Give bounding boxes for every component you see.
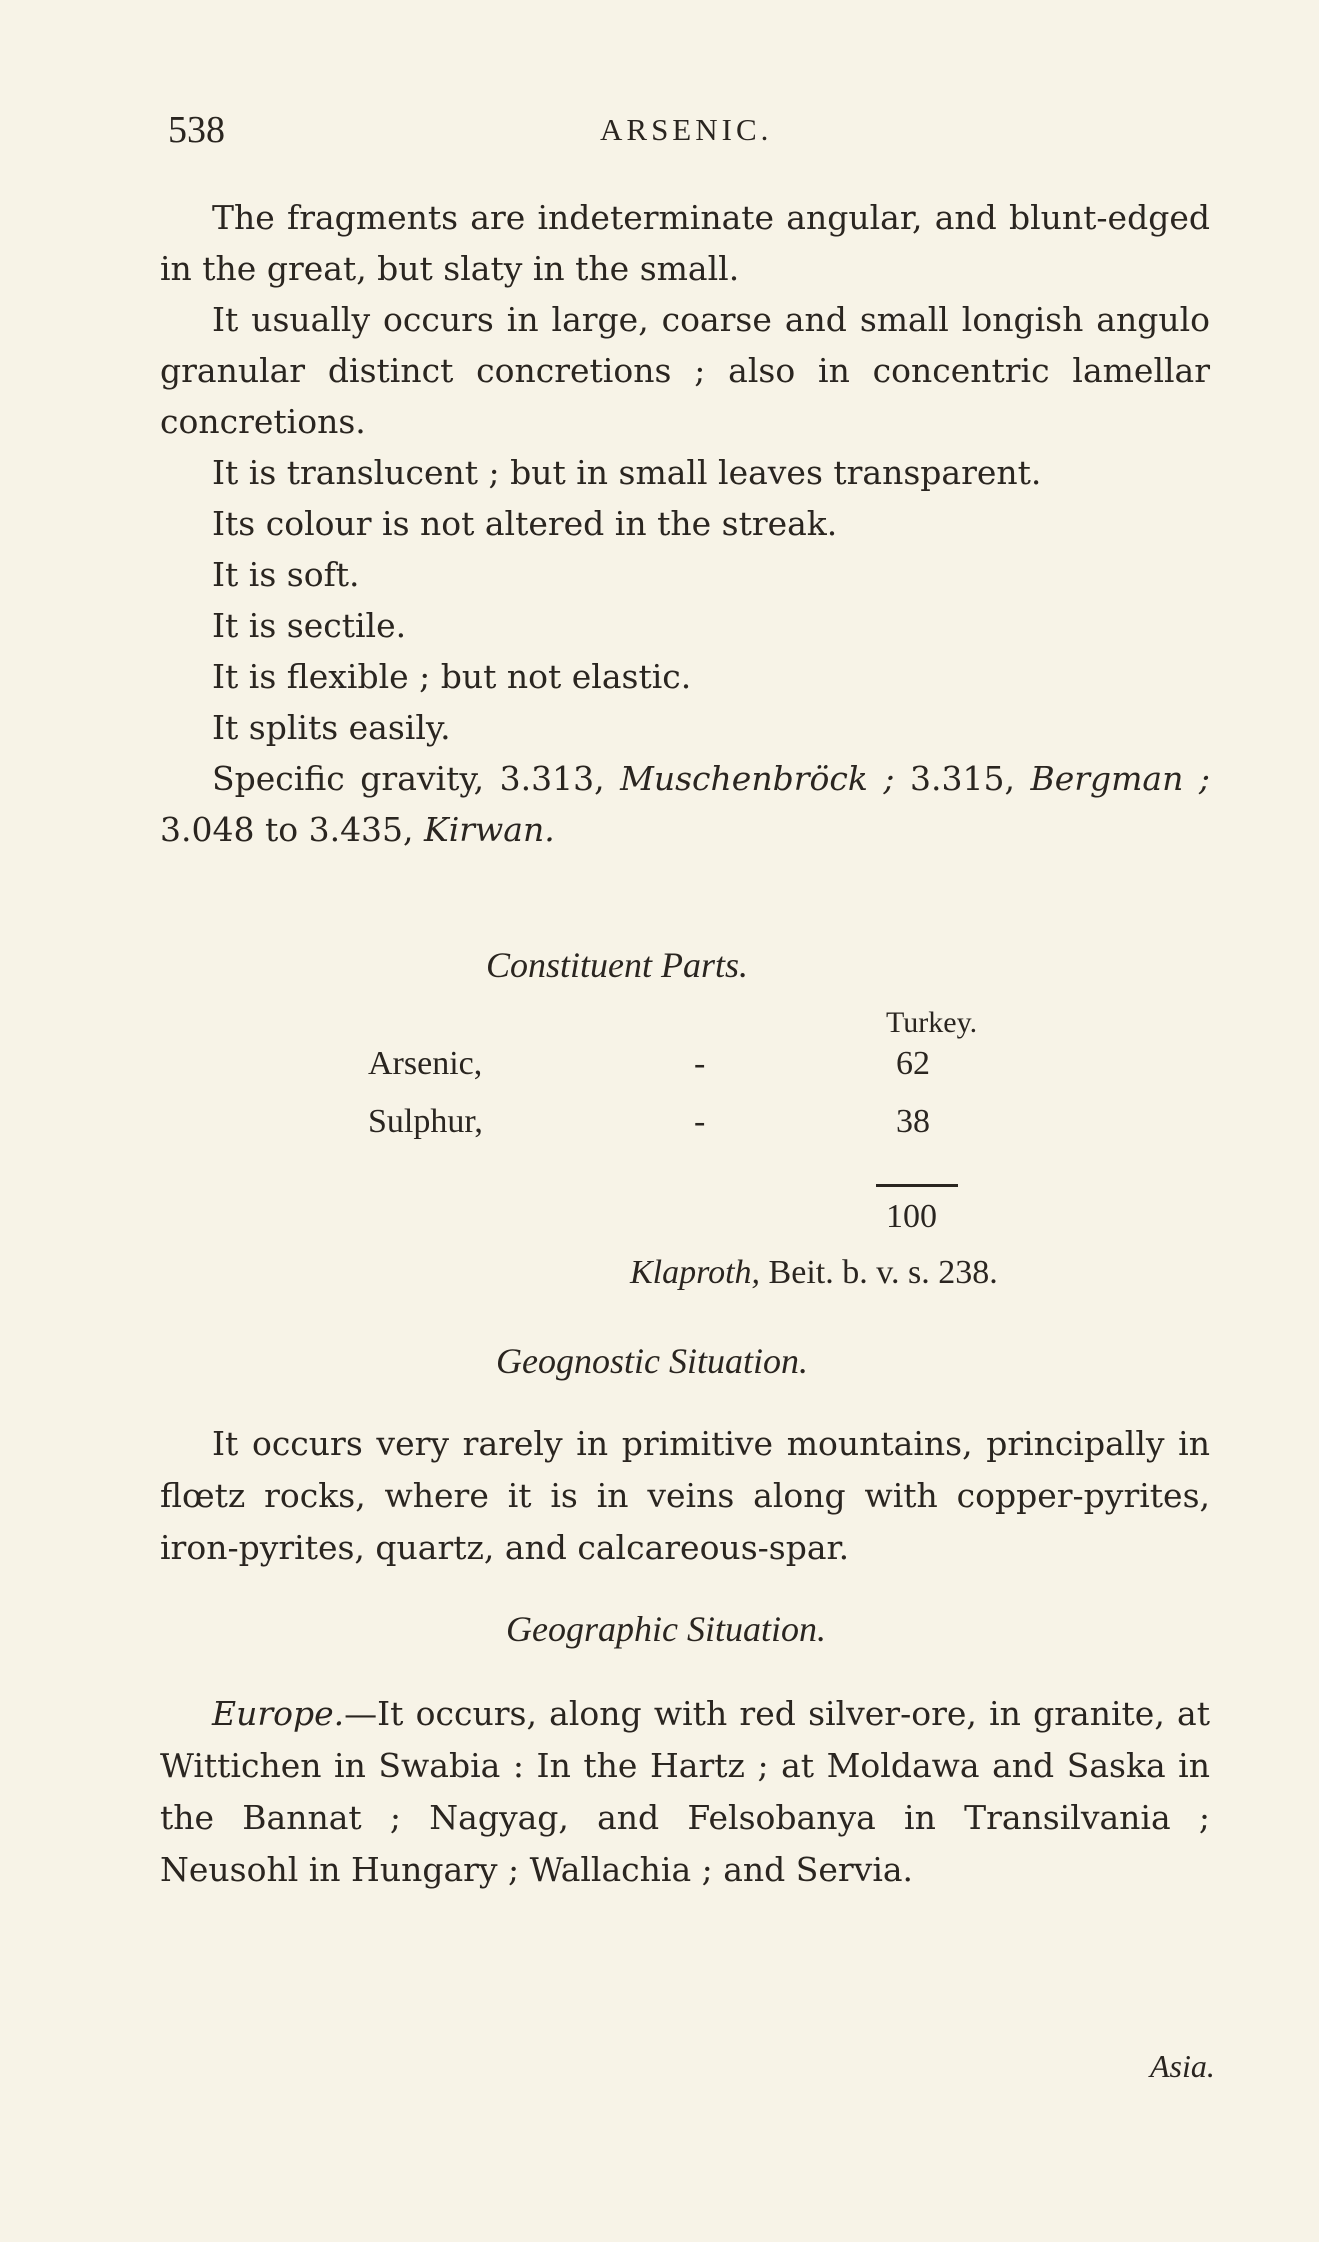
geographic-text: —It occurs, along with red silver-ore, in granite, at Wittichen in Swabia : In the Hartz ; at Moldawa and Saska in the Bannat ; Nagyag, and Felsobanya in Transilvania ; Neusohl in Hungary ; Wallachia ; and Servia. — [160, 1694, 1210, 1889]
gravity-author-kirwan: Kirwan. — [424, 810, 555, 849]
gravity-author-bergman: Bergman ; — [1030, 759, 1210, 798]
paragraph-fragments: The fragments are indeterminate angular, and blunt-edged in the great, but slaty in the small. — [160, 198, 1210, 288]
column-header-turkey: Turkey. — [886, 1006, 978, 1039]
row-arsenic-dash: - — [694, 1045, 706, 1082]
paragraph-sectile: It is sectile. — [212, 606, 407, 645]
row-sulphur-name: Sulphur, — [368, 1103, 483, 1140]
paragraph-splits: It splits easily. — [212, 708, 451, 747]
description-block — [160, 192, 1210, 855]
gravity-value-2: 3.315, — [909, 759, 1015, 798]
catchword: Asia. — [1150, 2048, 1215, 2084]
row-arsenic-name: Arsenic, — [368, 1045, 483, 1082]
paragraph-specific-gravity — [160, 753, 1210, 855]
page-number: 538 — [168, 109, 225, 151]
gravity-lead: Specific gravity, 3.313, — [212, 759, 605, 798]
row-sulphur-value: 38 — [896, 1103, 930, 1140]
paragraph-translucency: It is translucent ; but in small leaves transparent. — [212, 453, 1042, 492]
total-value: 100 — [886, 1198, 937, 1235]
region-europe: Europe. — [212, 1694, 345, 1733]
geognostic-text: It occurs very rarely in primitive mountains, principally in flœtz rocks, where it is in veins along with copper-pyrites, iron-pyrites, quartz, and calcareous-spar. — [160, 1424, 1210, 1567]
running-head: ARSENIC. — [600, 112, 773, 147]
constituent-parts-heading: Constituent Parts. — [486, 945, 749, 985]
sum-rule — [876, 1184, 958, 1187]
geognostic-heading: Geognostic Situation. — [496, 1341, 808, 1381]
gravity-author-muschenbrock: Muschenbröck ; — [620, 759, 895, 798]
citation-reference: Beit. b. v. s. 238. — [768, 1254, 998, 1291]
gravity-value-3: 3.048 to 3.435, — [160, 810, 414, 849]
paragraph-flexible: It is flexible ; but not elastic. — [212, 657, 692, 696]
paragraph-concretions: It usually occurs in large, coarse and small longish angulo granular distinct concretions ; also in concentric lamellar concretions. — [160, 300, 1210, 441]
row-arsenic-value: 62 — [896, 1045, 930, 1082]
geographic-paragraph — [160, 1688, 1210, 1896]
citation-author: Klaproth, — [630, 1254, 761, 1291]
paragraph-streak: Its colour is not altered in the streak. — [212, 504, 838, 543]
citation — [630, 1254, 998, 1292]
geographic-heading: Geographic Situation. — [506, 1609, 826, 1649]
paragraph-hardness: It is soft. — [212, 555, 360, 594]
row-sulphur-dash: - — [694, 1103, 706, 1140]
